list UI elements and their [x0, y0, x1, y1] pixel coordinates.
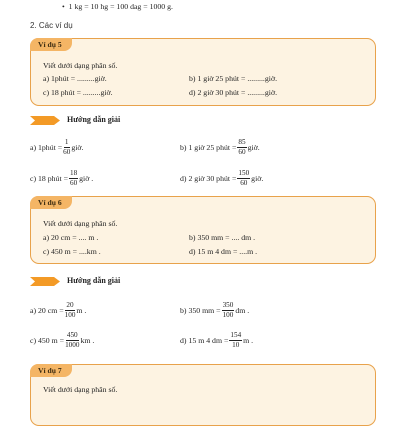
example-6-item-a: a) 20 cm = .... m .: [43, 233, 99, 242]
solution-5-c: [30, 170, 93, 187]
solution-heading-2: [30, 276, 230, 288]
example-5-tag: Ví dụ 5: [30, 38, 72, 51]
example-6-item-d: d) 15 m 4 dm = ....m .: [189, 247, 258, 256]
example-7-box: [30, 364, 376, 426]
denominator: 60: [69, 179, 78, 188]
solution-5-a-unit: giờ.: [71, 143, 84, 153]
unit-conversion-text: 1 kg = 10 hg = 100 dag = 1000 g.: [68, 2, 174, 11]
example-6-item-b: b) 350 mm = .... dm .: [189, 233, 256, 242]
numerator: 450: [66, 332, 79, 341]
numerator: 20: [65, 302, 74, 311]
solution-5-d-fraction: [237, 170, 250, 187]
solution-heading-label: Hướng dẫn giải: [67, 115, 121, 124]
solution-5-a-fraction: [63, 139, 70, 156]
example-6-box: [30, 196, 376, 264]
solution-5-d-lhs: d) 2 giờ 30 phút =: [180, 174, 237, 184]
unit-conversion-bullet: [62, 2, 173, 11]
solution-5-b: [180, 139, 260, 156]
solution-6-d-lhs: d) 15 m 4 dm =: [180, 336, 229, 346]
numerator: 18: [69, 170, 78, 179]
denominator: 60: [63, 148, 71, 157]
solution-6-d-unit: m .: [243, 336, 254, 346]
solution-6-b: [180, 302, 249, 319]
numerator: 1: [64, 139, 70, 148]
bullet-dot: •: [62, 2, 69, 11]
numerator: 350: [222, 302, 235, 311]
solution-6-c-unit: km .: [80, 336, 95, 346]
solution-6-a-unit: m .: [76, 306, 87, 316]
solution-6-b-fraction: [222, 302, 235, 319]
solution-6-c: [30, 332, 94, 349]
solution-5-b-lhs: b) 1 giờ 25 phút =: [180, 143, 237, 153]
example-7-tag: Ví dụ 7: [30, 364, 72, 377]
example-5-item-d: d) 2 giờ 30 phút = .........giờ.: [189, 88, 278, 97]
solution-5-c-lhs: c) 18 phút =: [30, 174, 68, 184]
solution-5-b-unit: giờ.: [247, 143, 260, 153]
example-6-tag: Ví dụ 6: [30, 196, 72, 209]
solution-5-b-fraction: [237, 139, 246, 156]
solution-6-b-unit: dm .: [235, 306, 250, 316]
solution-6-c-fraction: [65, 332, 79, 349]
example-5-prompt: Viết dưới dạng phân số.: [43, 61, 118, 70]
solution-heading-1: [30, 115, 230, 127]
example-5-item-c: c) 18 phút = .........giờ.: [43, 88, 113, 97]
solution-6-a-fraction: [65, 302, 76, 319]
example-5-item-a: a) 1phút = .........giờ.: [43, 74, 107, 83]
solution-heading-label: Hướng dẫn giải: [67, 276, 121, 285]
numerator: 150: [237, 170, 250, 179]
section-title: 2. Các ví dụ: [30, 21, 73, 30]
example-5-box: [30, 38, 376, 106]
solution-6-a: [30, 302, 86, 319]
solution-6-d-fraction: [229, 332, 242, 349]
numerator: 85: [237, 139, 246, 148]
denominator: 60: [238, 148, 246, 157]
denominator: 100: [64, 311, 76, 320]
solution-6-d: [180, 332, 253, 349]
denominator: 60: [240, 179, 248, 188]
solution-5-c-unit: giờ .: [79, 174, 94, 184]
denominator: 10: [232, 341, 240, 350]
solution-6-b-lhs: b) 350 mm =: [180, 306, 221, 316]
solution-5-d: [180, 170, 263, 187]
solution-6-a-lhs: a) 20 cm =: [30, 306, 64, 316]
orange-arrow-icon: [30, 116, 60, 125]
example-6-prompt: Viết dưới dạng phân số.: [43, 219, 118, 228]
denominator: 1000: [65, 341, 80, 350]
example-6-item-c: c) 450 m = ....km .: [43, 247, 101, 256]
solution-5-a: [30, 139, 83, 156]
solution-5-c-fraction: [69, 170, 78, 187]
solution-5-a-lhs: a) 1phút =: [30, 143, 63, 153]
numerator: 154: [229, 332, 242, 341]
orange-arrow-icon: [30, 277, 60, 286]
solution-5-d-unit: giờ.: [251, 174, 264, 184]
denominator: 100: [222, 311, 234, 320]
example-5-item-b: b) 1 giờ 25 phút = .........giờ.: [189, 74, 278, 83]
solution-6-c-lhs: c) 450 m =: [30, 336, 65, 346]
example-7-prompt: Viết dưới dạng phân số.: [43, 385, 118, 394]
